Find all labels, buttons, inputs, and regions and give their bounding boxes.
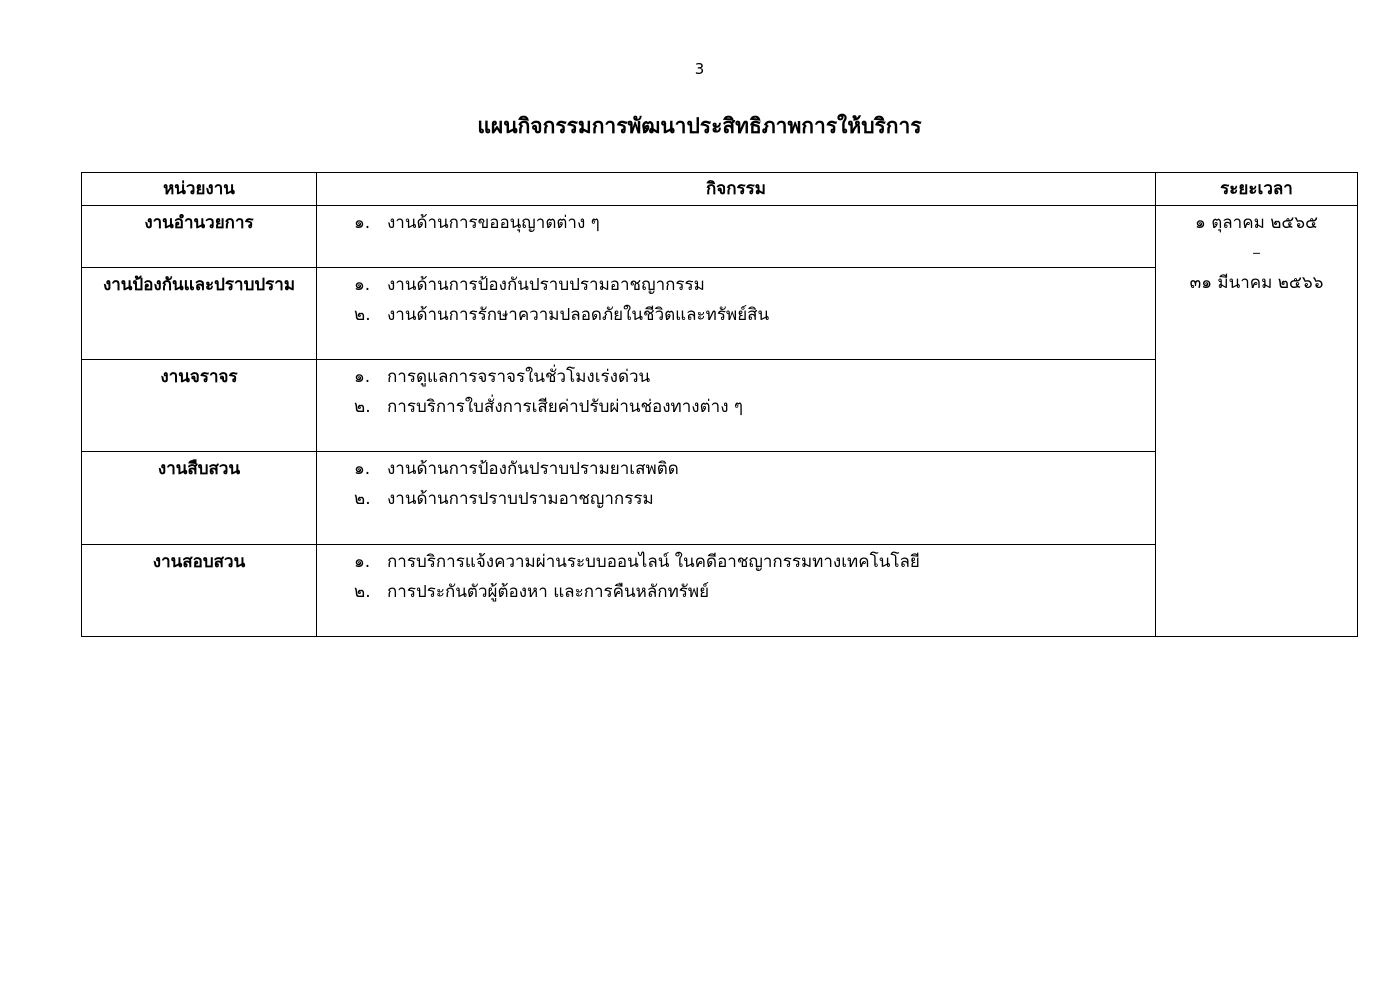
item-number: ๑. — [354, 367, 371, 387]
item-number: ๒. — [354, 489, 371, 509]
unit-cell: งานป้องกันและปราบปราม — [82, 268, 317, 360]
period-separator: – — [1252, 243, 1261, 263]
activity-list — [317, 270, 1155, 330]
table-header-row — [82, 173, 1358, 206]
list-item — [317, 392, 1155, 422]
table-row — [82, 206, 1358, 268]
unit-cell: งานจราจร — [82, 360, 317, 452]
item-number: ๑. — [354, 552, 371, 572]
item-text: การบริการแจ้งความผ่านระบบออนไลน์ ในคดีอาชญากรรมทางเทคโนโลยี — [387, 552, 920, 572]
header-period: ระยะเวลา — [1156, 173, 1358, 206]
activity-list — [317, 208, 1155, 238]
list-item — [317, 577, 1155, 607]
list-item — [317, 270, 1155, 300]
item-text: การดูแลการจราจรในชั่วโมงเร่งด่วน — [387, 367, 651, 387]
item-text: งานด้านการรักษาความปลอดภัยในชีวิตและทรัพย์สิน — [387, 305, 770, 325]
item-number: ๒. — [354, 397, 371, 417]
page-number: 3 — [694, 60, 705, 78]
item-text: งานด้านการปราบปรามอาชญากรรม — [387, 489, 654, 509]
item-text: การประกันตัวผู้ต้องหา และการคืนหลักทรัพย์ — [387, 582, 710, 602]
item-number: ๒. — [354, 305, 371, 325]
activity-plan-table — [81, 172, 1358, 637]
list-item — [317, 484, 1155, 514]
list-item — [317, 208, 1155, 238]
activity-list — [317, 547, 1155, 607]
item-text: การบริการใบสั่งการเสียค่าปรับผ่านช่องทางต่าง ๆ — [387, 397, 744, 417]
page-title: แผนกิจกรรมการพัฒนาประสิทธิภาพการให้บริการ — [477, 114, 922, 138]
list-item — [317, 454, 1155, 484]
activity-cell — [317, 268, 1156, 360]
activity-list — [317, 454, 1155, 514]
unit-cell: งานสอบสวน — [82, 545, 317, 637]
activity-cell — [317, 452, 1156, 545]
list-item — [317, 362, 1155, 392]
list-item — [317, 547, 1155, 577]
activity-cell — [317, 545, 1156, 637]
item-text: งานด้านการขออนุญาตต่าง ๆ — [387, 213, 600, 233]
item-number: ๒. — [354, 582, 371, 602]
item-text: งานด้านการป้องกันปราบปรามอาชญากรรม — [387, 275, 705, 295]
header-unit: หน่วยงาน — [82, 173, 317, 206]
activity-cell — [317, 206, 1156, 268]
item-number: ๑. — [354, 459, 371, 479]
activity-cell — [317, 360, 1156, 452]
item-number: ๑. — [354, 213, 371, 233]
list-item — [317, 300, 1155, 330]
header-activity: กิจกรรม — [317, 173, 1156, 206]
period-start: ๑ ตุลาคม ๒๕๖๕ — [1195, 213, 1318, 233]
unit-cell: งานสืบสวน — [82, 452, 317, 545]
item-text: งานด้านการป้องกันปราบปรามยาเสพติด — [387, 459, 679, 479]
period-cell — [1156, 206, 1358, 637]
unit-cell: งานอำนวยการ — [82, 206, 317, 268]
item-number: ๑. — [354, 275, 371, 295]
activity-list — [317, 362, 1155, 422]
period-end: ๓๑ มีนาคม ๒๕๖๖ — [1189, 273, 1324, 293]
